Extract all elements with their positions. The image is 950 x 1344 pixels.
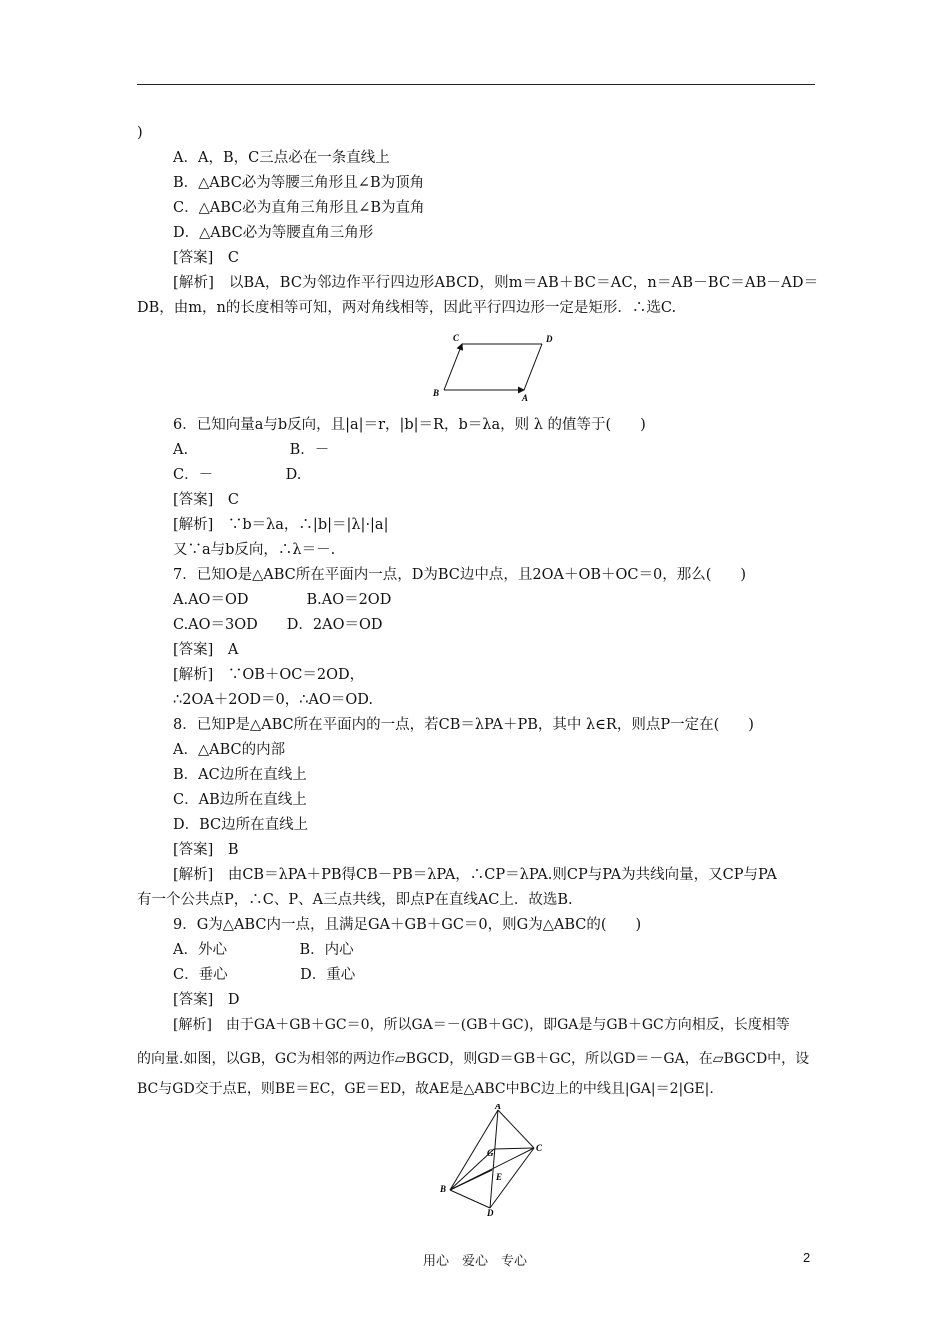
option-d: D．BC边所在直线上: [173, 817, 309, 833]
option-d: D．△ABC必为等腰直角三角形: [173, 225, 374, 241]
question-9: 9．G为△ABC内一点，且满足GA＋GB＋GC＝0，则G为△ABC的( ): [173, 917, 642, 933]
edge-da: [524, 344, 542, 390]
analysis-cont: BC与GD交于点E，则BE＝EC，GE＝ED，故AE是△ABC中BC边上的中线且|GA|＝2|GE|.: [137, 1081, 714, 1097]
text-line: ): [137, 125, 143, 141]
answer: [答案] B: [173, 842, 239, 858]
analysis: [解析] 由于GA＋GB＋GC＝0，所以GA＝－(GB＋GC)，即GA是与GB＋GC方向相反，长度相等: [173, 1017, 790, 1033]
option-a: A．A，B，C三点必在一条直线上: [173, 150, 390, 166]
option-row: C．－ D.: [173, 467, 302, 483]
analysis-cont: ∴2OA＋2OD＝0，∴AO＝OD.: [173, 692, 373, 708]
label-b: B: [440, 1184, 447, 1194]
option-c: C．△ABC必为直角三角形且∠B为直角: [173, 200, 425, 216]
option-row: A. B．－: [173, 442, 330, 458]
analysis: [解析] 以BA，BC为邻边作平行四边形ABCD，则m＝AB＋BC＝AC，n＝AB－BC＝AB－AD＝: [173, 275, 819, 291]
label-d: D: [487, 1208, 494, 1216]
analysis-cont: 有一个公共点P，∴C、P、A三点共线，即点P在直线AC上．故选B.: [137, 892, 573, 908]
analysis-cont: 的向量.如图，以GB，GC为相邻的两边作▱BGCD，则GD＝GB＋GC，所以GD＝－GA，在▱BGCD中，设: [137, 1051, 810, 1067]
analysis-cont: 又∵a与b反向，∴λ＝－.: [173, 542, 336, 558]
option-a: A．△ABC的内部: [173, 742, 286, 758]
edge-bc: [444, 344, 462, 390]
answer: [答案] C: [173, 250, 239, 266]
label-g: G: [487, 1148, 494, 1158]
answer: [答案] A: [173, 642, 239, 658]
header-rule: [137, 84, 815, 85]
option-c: C．AB边所在直线上: [173, 792, 307, 808]
option-row: C.AO＝3OD D．2AO＝OD: [173, 617, 383, 633]
label-a: A: [495, 1104, 502, 1111]
option-b: B．AC边所在直线上: [173, 767, 307, 783]
label-b: B: [433, 388, 440, 398]
question-6: 6．已知向量a与b反向，且|a|＝r，|b|＝R，b＝λa，则 λ 的值等于( ): [173, 417, 646, 433]
footer-slogan: 用心 爱心 专心: [422, 1254, 527, 1269]
analysis: [解析] ∵OB＋OC＝2OD，: [173, 667, 365, 683]
triangle-figure: [438, 1104, 550, 1216]
answer: [答案] C: [173, 492, 239, 508]
option-row: A．外心 B．内心: [173, 942, 354, 958]
analysis-cont: DB，由m，n的长度相等可知，两对角线相等，因此平行四边形一定是矩形．∴选C.: [137, 300, 677, 316]
label-d: D: [546, 334, 553, 344]
option-row: C．垂心 D．重心: [173, 967, 356, 983]
analysis: [解析] 由CB＝λPA＋PB得CB－PB＝λPA，∴CP＝λPA.则CP与PA为共线向量，又CP与PA: [173, 867, 777, 883]
page-number: 2: [803, 1250, 811, 1265]
option-b: B．△ABC必为等腰三角形且∠B为顶角: [173, 175, 425, 191]
label-c: C: [453, 333, 460, 343]
analysis: [解析] ∵b＝λa，∴|b|＝|λ|·|a|: [173, 517, 389, 533]
label-e: E: [496, 1172, 503, 1182]
option-row: A.AO＝OD B.AO＝2OD: [173, 592, 392, 608]
answer: [答案] D: [173, 992, 240, 1008]
question-7: 7．已知O是△ABC所在平面内一点，D为BC边中点，且2OA＋OB＋OC＝0，那么( ): [173, 567, 747, 583]
parallelogram-figure: [428, 330, 558, 404]
label-a: A: [522, 393, 529, 403]
question-8: 8．已知P是△ABC所在平面内的一点，若CB＝λPA＋PB，其中 λ∈R，则点P一定在( ): [173, 717, 754, 733]
label-c: C: [536, 1143, 543, 1153]
